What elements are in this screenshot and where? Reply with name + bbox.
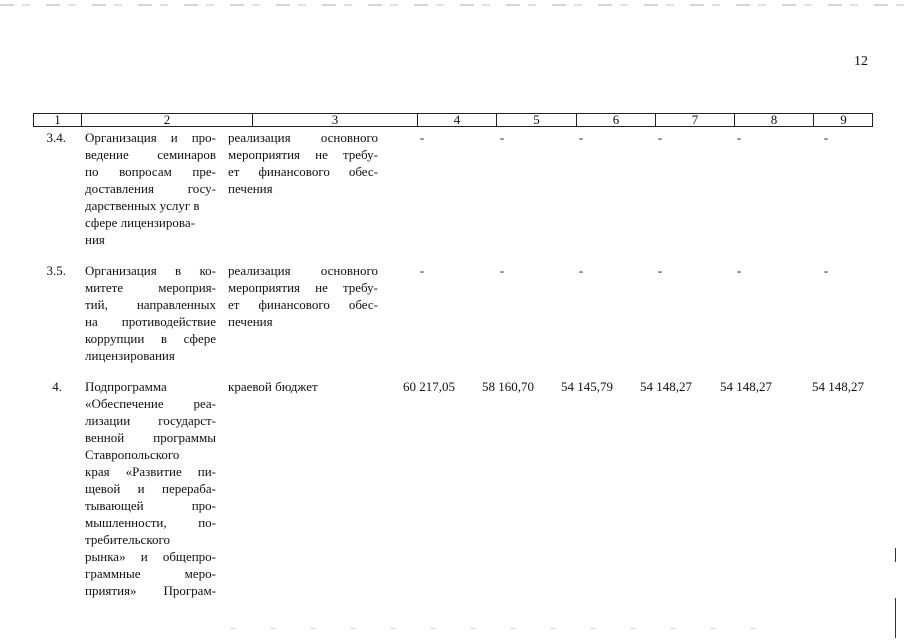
row-source-line: ет финансового обес- [228,297,378,312]
row-name-line: сфере лицензирова- [85,215,195,230]
row-name-line: «Обеспечение реа- [85,396,216,411]
header-cell-9: 9 [813,114,873,126]
row-source-line: ет финансового обес- [228,164,378,179]
row-name [85,129,216,248]
row-source-line: печения [228,181,273,196]
row-name-line: щевой и перераба- [85,481,216,496]
page-number: 12 [854,54,868,69]
header-cell-4: 4 [417,114,496,126]
value-col4: - [419,130,425,145]
value-col6: 54 145,79 [561,379,613,394]
row-number: 3.5. [46,263,66,278]
value-col5: - [499,263,505,278]
value-col4: - [419,263,425,278]
row-name-line: Ставропольского [85,447,180,462]
value-col7: 54 148,27 [640,379,692,394]
row-name-line: ведение семинаров [85,147,216,162]
header-cell-5: 5 [496,114,576,126]
row-source-line: мероприятия не требу- [228,147,378,162]
value-col8: - [736,263,742,278]
row-name-line: митете мероприя- [85,280,216,295]
value-col7: - [657,263,663,278]
header-cell-1: 1 [54,112,61,127]
row-name [85,378,216,599]
header-cell-3: 3 [252,114,417,126]
value-col6: - [578,130,584,145]
header-cell-2: 2 [81,114,252,126]
row-name-line: приятия» Програм- [85,583,216,598]
row-name-line: на противодействие [85,314,216,329]
value-col4: 60 217,05 [403,379,455,394]
value-col5: 58 160,70 [482,379,534,394]
row-source [228,378,378,395]
scan-margin-line [895,598,896,638]
row-source [228,262,378,330]
value-col9: 54 148,27 [812,379,864,394]
row-name-line: Организация в ко- [85,263,216,278]
header-cell-8: 8 [734,114,813,126]
row-number: 4. [52,379,62,394]
header-cell-6: 6 [576,114,655,126]
row-name-line: требительского [85,532,170,547]
row-name-line: тывающей про- [85,498,216,513]
row-name-line: граммные меро- [85,566,216,581]
row-name-line: лизации государст- [85,413,216,428]
value-col8: 54 148,27 [720,379,772,394]
value-col5: - [499,130,505,145]
row-name-line: тий, направленных [85,297,216,312]
row-name-line: Организация и про- [85,130,216,145]
value-col7: - [657,130,663,145]
row-name-line: мышленности, по- [85,515,216,530]
scan-artifact-bottom [230,628,790,629]
row-name-line: края «Развитие пи- [85,464,216,479]
header-cell-7: 7 [655,114,734,126]
row-source [228,129,378,197]
value-col9: - [823,130,829,145]
row-name-line: коррупции в сфере [85,331,216,346]
row-name-line: венной программы [85,430,216,445]
row-name [85,262,216,364]
row-source-line: реализация основного [228,130,378,145]
row-name-line: дарственных услуг в [85,198,200,213]
row-source-line: мероприятия не требу- [228,280,378,295]
row-source-line: краевой бюджет [228,379,318,394]
table-header-row [33,113,873,127]
value-col9: - [823,263,829,278]
row-source-line: печения [228,314,273,329]
row-name-line: доставления госу- [85,181,216,196]
row-name-line: ния [85,232,105,247]
scan-margin-line [895,548,896,562]
row-name-line: лицензирования [85,348,175,363]
row-number: 3.4. [46,130,66,145]
row-source-line: реализация основного [228,263,378,278]
row-name-line: по вопросам пре- [85,164,216,179]
row-name-line: рынка» и общепро- [85,549,216,564]
value-col8: - [736,130,742,145]
scan-artifact-top [0,4,905,6]
row-name-line: Подпрограмма [85,379,167,394]
value-col6: - [578,263,584,278]
